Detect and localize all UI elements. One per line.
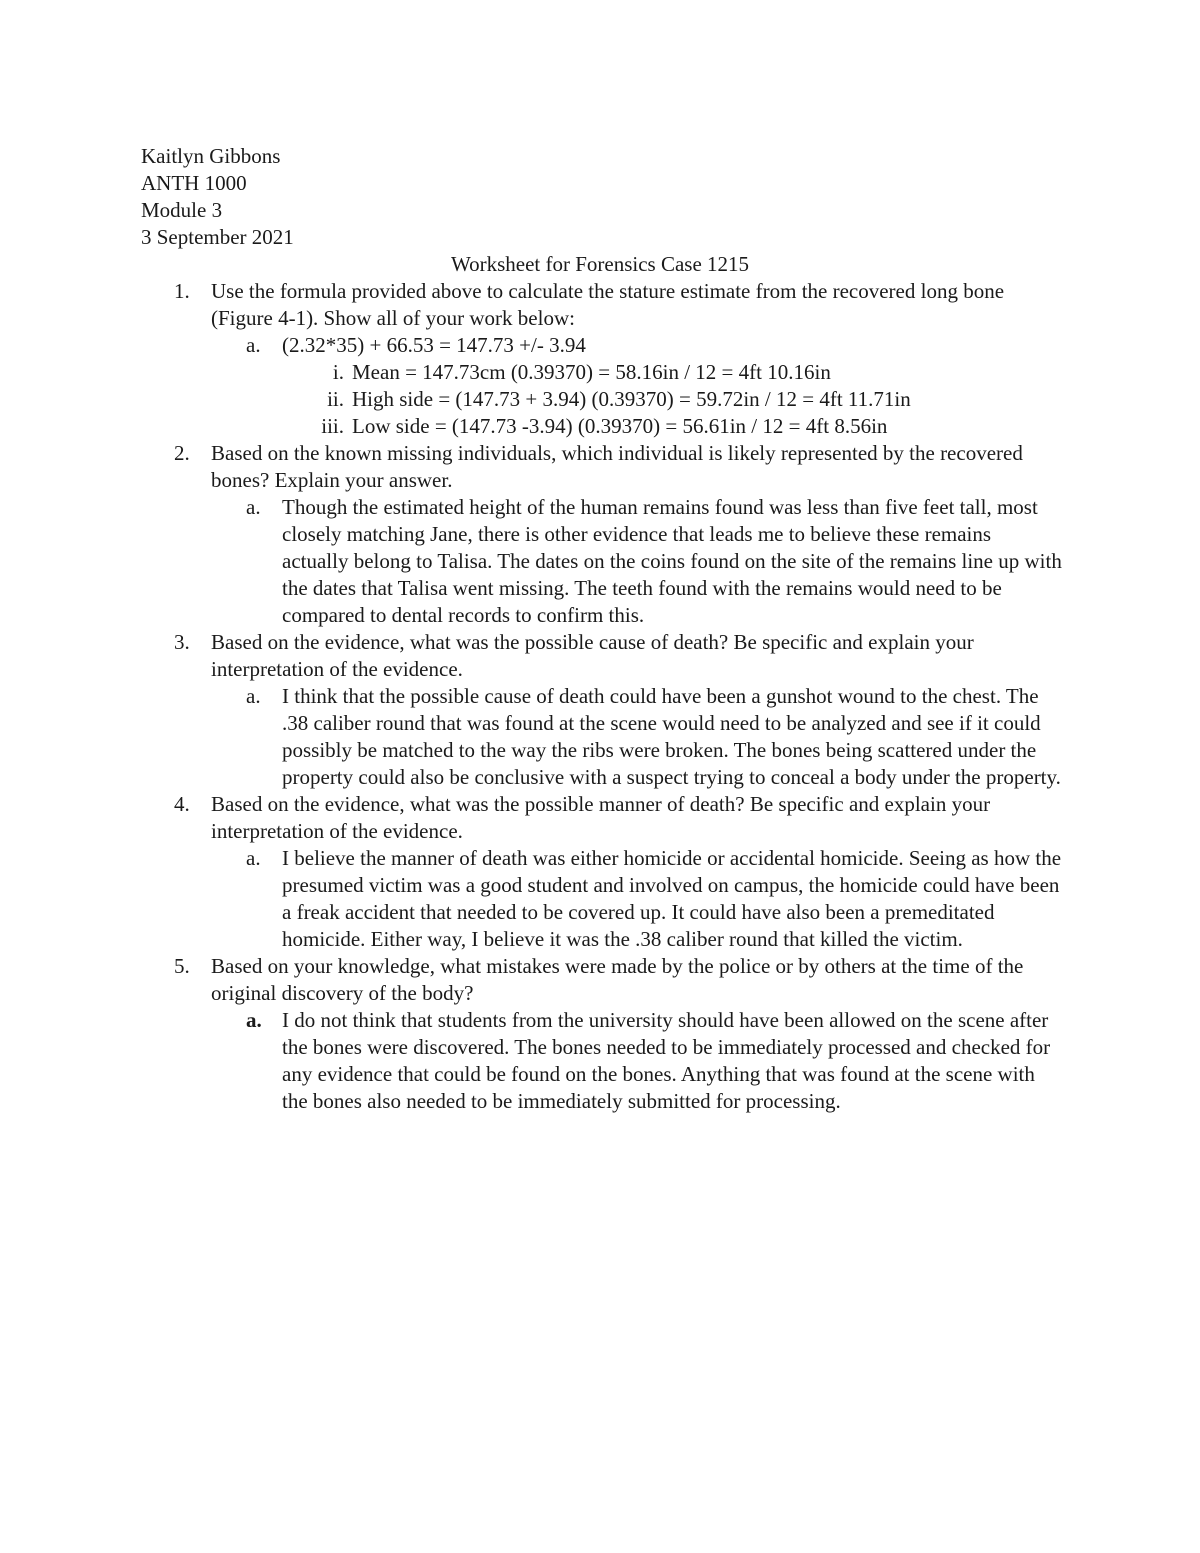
step-text: Mean = 147.73cm (0.39370) = 58.16in / 12 = 4ft 10.16in bbox=[352, 360, 831, 384]
step-text: High side = (147.73 + 3.94) (0.39370) = 59.72in / 12 = 4ft 11.71in bbox=[352, 387, 911, 411]
answer-letter: a. bbox=[246, 495, 261, 519]
calculation-step-low bbox=[0, 413, 1200, 440]
answer-letter: a. bbox=[246, 846, 261, 870]
module-label: Module 3 bbox=[141, 198, 223, 222]
step-number: iii. bbox=[321, 414, 344, 438]
answer-text: (2.32*35) + 66.53 = 147.73 +/- 3.94 bbox=[282, 333, 586, 357]
answer-2 bbox=[0, 494, 1200, 629]
answer-letter: a. bbox=[246, 333, 261, 357]
answer-letter: a. bbox=[246, 684, 261, 708]
answer-text: I think that the possible cause of death could have been a gunshot wound to the chest. The .38 caliber round that was found at the scene would need to be analyzed and see if it could possibly be matched to the way the ribs were broken. The bones being scattered under the property could also be conclusive with a suspect trying to conceal a body under the property. bbox=[282, 684, 1061, 789]
question-text: Based on the known missing individuals, which individual is likely represented by the recovered bones? Explain your answer. bbox=[211, 441, 1023, 492]
question-list bbox=[0, 278, 1200, 1115]
document-date: 3 September 2021 bbox=[141, 225, 294, 249]
answer-text: Though the estimated height of the human remains found was less than five feet tall, most closely matching Jane, there is other evidence that leads me to believe these remains actually belong to Talisa. The dates on the coins found on the site of the remains line up with the dates that Talisa went missing. The teeth found with the remains would need to be compared to dental records to confirm this. bbox=[282, 495, 1062, 627]
answer-text: I believe the manner of death was either homicide or accidental homicide. Seeing as how the presumed victim was a good student and involved on campus, the homicide could have been a freak accident that needed to be covered up. It could have also been a premeditated homicide. Either way, I believe it was the .38 caliber round that killed the victim. bbox=[282, 846, 1062, 951]
question-4 bbox=[0, 791, 1200, 845]
step-number: ii. bbox=[327, 387, 344, 411]
question-number: 4. bbox=[174, 792, 190, 816]
document-title: Worksheet for Forensics Case 1215 bbox=[450, 252, 750, 276]
question-5 bbox=[0, 953, 1200, 1007]
calculation-step-mean bbox=[0, 359, 1200, 386]
question-text: Based on your knowledge, what mistakes were made by the police or by others at the time of the original discovery of the body? bbox=[211, 954, 1024, 1005]
student-name: Kaitlyn Gibbons bbox=[141, 144, 281, 168]
question-number: 2. bbox=[174, 441, 190, 465]
answer-5 bbox=[0, 1007, 1200, 1115]
answer-1 bbox=[0, 332, 1200, 359]
step-number: i. bbox=[332, 360, 344, 384]
answer-3 bbox=[0, 683, 1200, 791]
answer-text: I do not think that students from the university should have been allowed on the scene after the bones were discovered. The bones needed to be immediately processed and checked for any evidence that could be found on the bones. Anything that was found at the scene with the bones also needed to be immediately submitted for processing. bbox=[282, 1008, 1051, 1113]
question-number: 5. bbox=[174, 954, 190, 978]
question-text: Based on the evidence, what was the possible manner of death? Be specific and explain your interpretation of the evidence. bbox=[211, 792, 991, 843]
question-number: 1. bbox=[174, 279, 190, 303]
question-text: Use the formula provided above to calculate the stature estimate from the recovered long bone (Figure 4-1). Show all of your work below: bbox=[211, 279, 1005, 330]
calculation-step-high bbox=[0, 386, 1200, 413]
step-text: Low side = (147.73 -3.94) (0.39370) = 56.61in / 12 = 4ft 8.56in bbox=[352, 414, 888, 438]
question-3 bbox=[0, 629, 1200, 683]
question-number: 3. bbox=[174, 630, 190, 654]
course-code: ANTH 1000 bbox=[141, 171, 247, 195]
question-text: Based on the evidence, what was the possible cause of death? Be specific and explain your interpretation of the evidence. bbox=[211, 630, 974, 681]
question-1 bbox=[0, 278, 1200, 332]
document-header bbox=[141, 143, 641, 251]
answer-letter: a. bbox=[246, 1008, 262, 1032]
answer-4 bbox=[0, 845, 1200, 953]
question-2 bbox=[0, 440, 1200, 494]
